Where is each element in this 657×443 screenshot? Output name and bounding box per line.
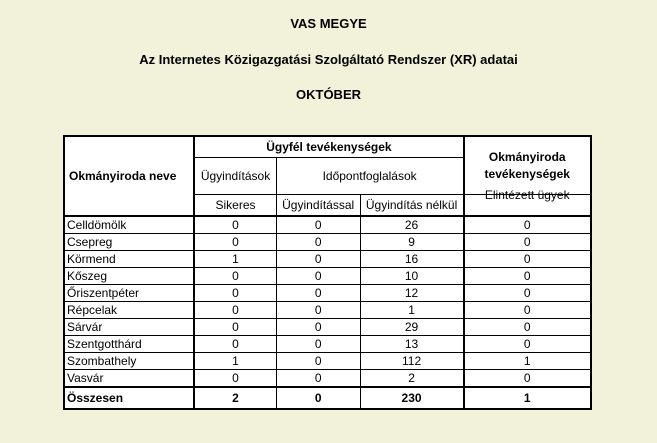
group-header-client: Ügyfél tevékenységek: [194, 136, 463, 158]
without-case-cell: 12: [360, 285, 463, 302]
completed-cell: 0: [464, 285, 592, 302]
with-case-cell: 0: [276, 268, 360, 285]
with-case-cell: 0: [276, 251, 360, 268]
group-header-office: Okmányiroda tevékenységek: [464, 136, 592, 195]
completed-cell: 0: [464, 319, 592, 336]
total-successful: 2: [194, 387, 276, 409]
with-case-cell: 0: [276, 302, 360, 319]
successful-cell: 0: [194, 336, 276, 353]
successful-cell: 0: [194, 319, 276, 336]
office-name-cell: Vasvár: [64, 370, 194, 388]
without-case-cell: 1: [360, 302, 463, 319]
with-case-cell: 0: [276, 336, 360, 353]
col-header-office: Okmányiroda neve: [64, 136, 194, 216]
completed-cell: 0: [464, 302, 592, 319]
total-with-case: 0: [276, 387, 360, 409]
completed-cell: 0: [464, 336, 592, 353]
completed-cell: 1: [464, 353, 592, 370]
completed-cell: 0: [464, 216, 592, 234]
col-header-successful: Sikeres: [194, 195, 276, 217]
without-case-cell: 9: [360, 234, 463, 251]
report-subtitle: Az Internetes Közigazgatási Szolgáltató Rendszer (XR) adatai: [139, 52, 518, 67]
table-row: [64, 251, 591, 268]
with-case-cell: 0: [276, 234, 360, 251]
total-label: Összesen: [64, 387, 194, 409]
completed-cell: 0: [464, 268, 592, 285]
table-row: [64, 216, 591, 234]
with-case-cell: 0: [276, 319, 360, 336]
successful-cell: 0: [194, 285, 276, 302]
col-header-without-case: Ügyindítás nélkül: [360, 195, 463, 217]
without-case-cell: 29: [360, 319, 463, 336]
successful-cell: 1: [194, 251, 276, 268]
without-case-cell: 112: [360, 353, 463, 370]
completed-cell: 0: [464, 251, 592, 268]
subheader-appointments: Időpontfoglalások: [276, 158, 463, 195]
with-case-cell: 0: [276, 285, 360, 302]
without-case-cell: 10: [360, 268, 463, 285]
completed-cell: 0: [464, 370, 592, 388]
month-title: OKTÓBER: [296, 87, 361, 102]
completed-cell: 0: [464, 234, 592, 251]
table-row: [64, 285, 591, 302]
successful-cell: 0: [194, 234, 276, 251]
total-completed: 1: [464, 387, 592, 409]
office-name-cell: Szentgotthárd: [64, 336, 194, 353]
table-row: [64, 353, 591, 370]
office-name-cell: Körmend: [64, 251, 194, 268]
col-header-with-case: Ügyindítással: [276, 195, 360, 217]
without-case-cell: 16: [360, 251, 463, 268]
table-row: [64, 302, 591, 319]
table-row: [64, 336, 591, 353]
with-case-cell: 0: [276, 216, 360, 234]
office-name-cell: Csepreg: [64, 234, 194, 251]
county-title: VAS MEGYE: [290, 16, 367, 31]
col-header-completed: Elintézett ügyek: [464, 195, 592, 217]
with-case-cell: 0: [276, 353, 360, 370]
successful-cell: 0: [194, 302, 276, 319]
without-case-cell: 26: [360, 216, 463, 234]
table-row: [64, 319, 591, 336]
table-row: [64, 234, 591, 251]
successful-cell: 0: [194, 268, 276, 285]
total-without-case: 230: [360, 387, 463, 409]
successful-cell: 0: [194, 216, 276, 234]
office-name-cell: Sárvár: [64, 319, 194, 336]
successful-cell: 0: [194, 370, 276, 388]
office-name-cell: Celldömölk: [64, 216, 194, 234]
with-case-cell: 0: [276, 370, 360, 388]
office-name-cell: Répcelak: [64, 302, 194, 319]
table-row: [64, 370, 591, 388]
office-name-cell: Szombathely: [64, 353, 194, 370]
office-name-cell: Őriszentpéter: [64, 285, 194, 302]
office-name-cell: Kőszeg: [64, 268, 194, 285]
without-case-cell: 13: [360, 336, 463, 353]
table-row: [64, 268, 591, 285]
without-case-cell: 2: [360, 370, 463, 388]
statistics-table: [63, 135, 592, 410]
subheader-initiations: Ügyindítások: [194, 158, 276, 195]
successful-cell: 1: [194, 353, 276, 370]
